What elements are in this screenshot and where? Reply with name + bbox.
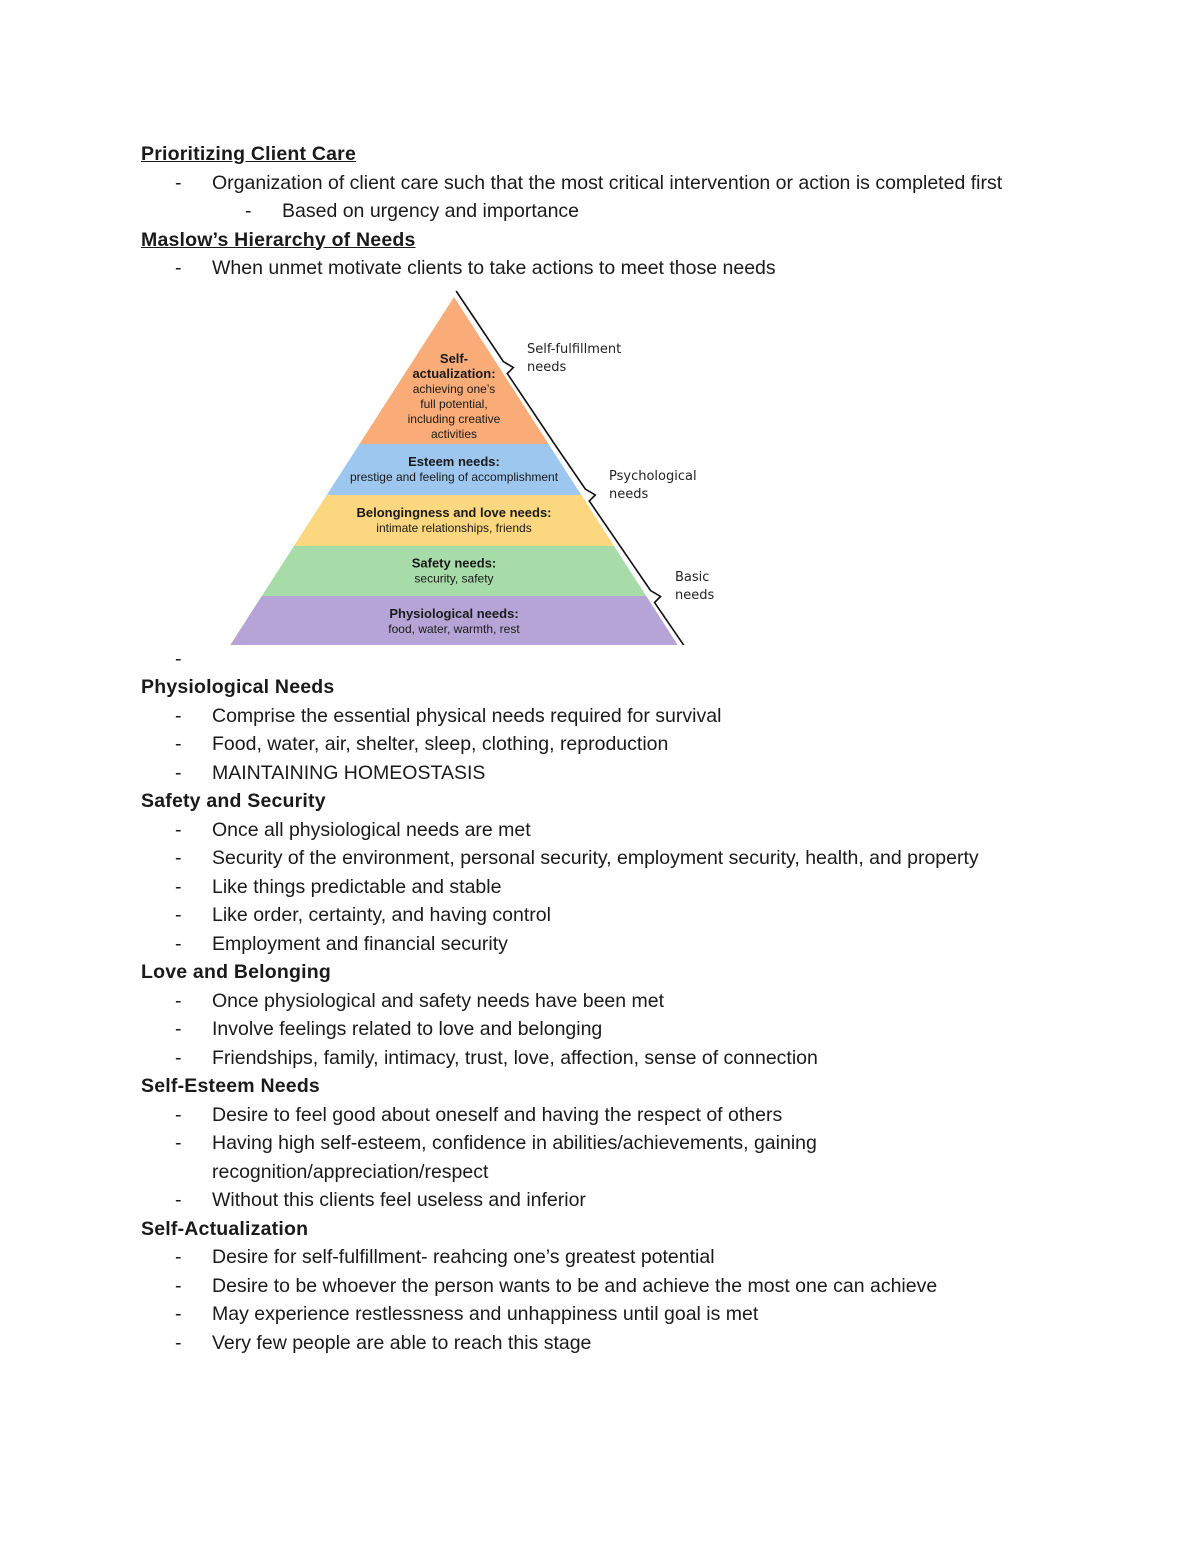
bullet-dash: - [175,1018,182,1040]
list-item [141,702,1061,731]
pyramid-level-title: actualization: [412,365,496,381]
list-item [141,759,1061,788]
bullet-dash: - [175,1132,182,1154]
list-item-text: Like things predictable and stable [212,875,502,898]
list-item [141,1044,1061,1073]
heading-self-actualization: Self-Actualization [141,1217,309,1240]
bullet-dash: - [175,1046,182,1069]
list-item [141,987,1061,1016]
list-item [141,730,1061,759]
bullet-dash: - [175,932,182,955]
list-item-text: Desire to be whoever the person wants to be and achieve the most one can achieve [212,1274,938,1297]
bullet-dash: - [175,1303,182,1325]
list-item-text: Once all physiological needs are met [212,818,531,841]
pyramid-group-label: Self-fulfillment [527,341,622,357]
list-item-text: Employment and financial security [212,932,508,955]
list-item-text: May experience restlessness and unhappiness until goal is met [212,1303,759,1325]
bullet-dash: - [175,761,182,784]
pyramid-group-label: needs [675,587,715,603]
list-item [141,1300,1061,1329]
list-item-text: MAINTAINING HOMEOSTASIS [212,761,486,784]
list-item [141,1329,1061,1358]
bullet-dash: - [175,171,182,194]
bullet-dash: - [175,875,182,898]
pyramid-group-label: Psychological [609,468,697,484]
list-item [141,1129,1061,1186]
list-item-text: Having high self-esteem, confidence in abilities/achievements, gaining recognition/appreciation/respect [212,1132,817,1183]
bullet-dash: - [175,257,182,279]
maslow-pyramid-diagram [217,285,721,645]
bullet-dash: - [175,1103,182,1126]
list-item [141,645,1061,674]
bullet-dash: - [175,733,182,755]
list-item-text: Like order, certainty, and having control [212,904,551,926]
list-item [141,930,1061,959]
list-item-text: Based on urgency and importance [282,200,580,222]
pyramid-level-title: Physiological needs: [389,605,519,621]
list-item-text: Organization of client care such that the most critical intervention or action is completed first [212,171,1003,194]
list-item-text: When unmet motivate clients to take actions to meet those needs [212,257,776,279]
heading-maslow-hierarchy: Maslow’s Hierarchy of Needs [141,228,416,251]
list-item [141,254,1061,283]
bullet-dash: - [175,647,182,670]
bullet-dash: - [245,200,252,222]
pyramid-level-description: including creative [407,411,501,426]
pyramid-group-label: needs [609,486,649,502]
pyramid-level-title: Esteem needs: [408,453,500,469]
heading-self-esteem-needs: Self-Esteem Needs [141,1075,320,1097]
list-item-text: Once physiological and safety needs have been met [212,989,665,1012]
list-item-text: Involve feelings related to love and belonging [212,1018,603,1040]
list-item [141,1186,1061,1215]
pyramid-level-description: food, water, warmth, rest [388,621,520,636]
pyramid-level-description: achieving one’s [412,381,496,396]
pyramid-level-title: Self- [439,350,469,366]
list-item-nested [141,197,1061,226]
list-item-text: Security of the environment, personal security, employment security, health, and property [212,847,979,869]
bullet-dash: - [175,704,182,727]
bullet-dash: - [175,1189,182,1211]
list-item [141,1101,1061,1130]
list-item-text: Food, water, air, shelter, sleep, clothing, reproduction [212,733,669,755]
maslow-pyramid-figure [217,285,721,645]
list-item [141,844,1061,873]
list-item-text: Desire to feel good about oneself and having the respect of others [212,1103,783,1126]
list-item-text: Friendships, family, intimacy, trust, love, affection, sense of connection [212,1046,818,1069]
list-item [141,169,1061,198]
document-page [141,140,1061,1357]
bullet-dash: - [175,818,182,841]
pyramid-level-description: security, safety [414,571,494,585]
pyramid-level-description: full potential, [420,396,488,411]
list-item [141,1015,1061,1044]
heading-physiological-needs: Physiological Needs [141,676,335,698]
list-item [141,873,1061,902]
list-item [141,901,1061,930]
pyramid-level-description: activities [430,426,478,441]
bullet-dash: - [175,847,182,869]
list-item-text: Very few people are able to reach this stage [212,1331,592,1354]
pyramid-level-title: Safety needs: [411,555,497,570]
pyramid-level-description: prestige and feeling of accomplishment [349,469,559,484]
bullet-dash: - [175,1246,182,1268]
list-item-text: Without this clients feel useless and inferior [212,1189,586,1211]
heading-love-and-belonging: Love and Belonging [141,961,331,983]
pyramid-level-description: intimate relationships, friends [376,520,532,535]
bullet-dash: - [175,1331,182,1354]
heading-prioritizing-client-care: Prioritizing Client Care [141,143,356,165]
pyramid-level-title: Belongingness and love needs: [356,504,552,520]
list-item-text: Comprise the essential physical needs required for survival [212,704,722,727]
list-item [141,1272,1061,1301]
bullet-dash: - [175,1274,182,1297]
list-item [141,1243,1061,1272]
list-item-text: Desire for self-fulfillment- reahcing one’s greatest potential [212,1246,715,1268]
pyramid-group-label: Basic [675,569,710,585]
bullet-dash: - [175,904,182,926]
pyramid-group-label: needs [527,359,567,375]
heading-safety-and-security: Safety and Security [141,790,326,812]
list-item [141,816,1061,845]
bullet-dash: - [175,989,182,1012]
